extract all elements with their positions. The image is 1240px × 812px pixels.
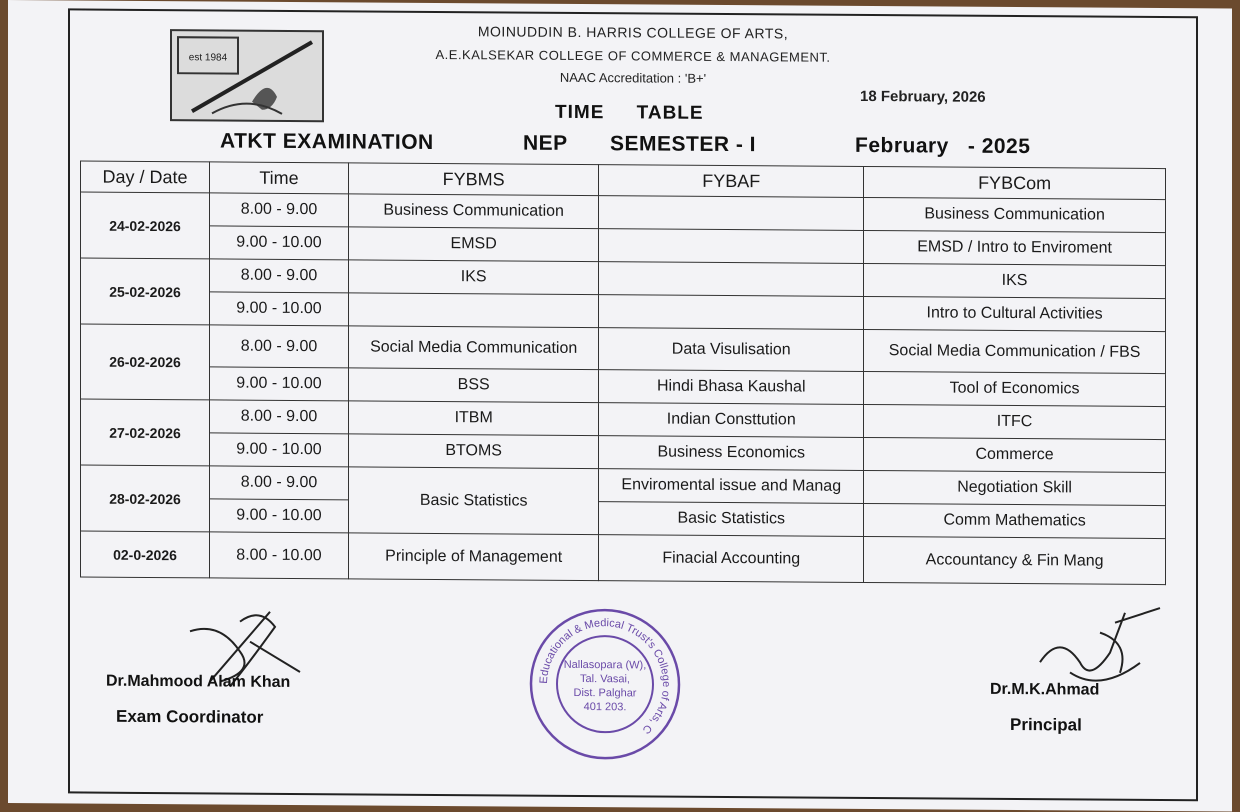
fybaf-cell: Business Economics <box>599 436 864 471</box>
scheme: NEP <box>523 131 568 155</box>
fybaf-cell: Indian Consttution <box>599 403 864 438</box>
fybcom-cell: Intro to Cultural Activities <box>864 296 1166 331</box>
fybaf-cell: Hindi Bhasa Kaushal <box>599 370 864 405</box>
date-cell: 24-02-2026 <box>81 192 210 259</box>
fybaf-cell: Data Visulisation <box>599 328 864 372</box>
coordinator-role: Exam Coordinator <box>116 706 264 727</box>
stamp-line2: Tal. Vasai, <box>580 672 630 686</box>
date-cell: 02-0-2026 <box>81 531 210 578</box>
fybaf-cell: Enviromental issue and Manag <box>599 469 864 504</box>
fybaf-cell <box>599 196 864 231</box>
date-cell: 27-02-2026 <box>81 399 210 466</box>
table-row <box>81 531 1166 585</box>
fybms-cell: Business Communication <box>349 194 599 229</box>
time-cell: 9.00 - 10.00 <box>210 226 349 260</box>
fybcom-cell: Negotiation Skill <box>864 470 1166 505</box>
col-header-time: Time <box>210 162 349 194</box>
fybms-cell: ITBM <box>349 401 599 436</box>
col-header-day: Day / Date <box>81 161 210 193</box>
fybaf-cell <box>599 295 864 330</box>
fybms-cell: BSS <box>349 368 599 403</box>
exam-session: February - 2025 <box>855 133 1031 159</box>
fybcom-cell: Social Media Communication / FBS <box>864 329 1166 373</box>
date-cell: 28-02-2026 <box>81 465 210 532</box>
fybcom-cell: Business Communication <box>864 197 1166 232</box>
fybms-cell: BTOMS <box>349 434 599 469</box>
time-cell: 8.00 - 9.00 <box>210 466 349 500</box>
document-frame <box>68 8 1198 801</box>
college-name-line2: A.E.KALSEKAR COLLEGE OF COMMERCE & MANAGEMENT. <box>435 46 831 65</box>
stamp-seal-icon <box>525 604 685 765</box>
principal-signature-icon <box>1030 602 1170 693</box>
table-row <box>81 324 1166 374</box>
issue-date: 18 February, 2026 <box>860 87 986 106</box>
timetable-sheet <box>8 0 1232 812</box>
fybms-cell: Principle of Management <box>349 533 599 581</box>
stamp-line1: Nallasopara (W), <box>563 658 647 672</box>
fybms-cell: IKS <box>349 260 599 295</box>
fybcom-cell: EMSD / Intro to Enviroment <box>864 230 1166 265</box>
col-header-fybms: FYBMS <box>349 163 599 196</box>
fybms-cell: EMSD <box>349 227 599 262</box>
college-name-line1: MOINUDDIN B. HARRIS COLLEGE OF ARTS, <box>477 23 789 42</box>
stamp-ring-text: Educational & Medical Trust's College of Arts, C <box>537 617 673 736</box>
coordinator-name: Dr.Mahmood Alam Khan <box>106 672 291 691</box>
stamp-line4: 401 203. <box>583 701 627 714</box>
fybaf-cell <box>599 229 864 264</box>
fybms-cell: Social Media Communication <box>349 326 599 370</box>
fybcom-cell: IKS <box>864 263 1166 298</box>
col-header-fybaf: FYBAF <box>599 165 864 198</box>
exam-name: ATKT EXAMINATION <box>220 129 434 154</box>
time-cell: 8.00 - 9.00 <box>210 325 349 368</box>
fybms-cell: Basic Statistics <box>349 467 599 535</box>
time-cell: 9.00 - 10.00 <box>210 367 349 401</box>
doc-title: TIME TABLE <box>555 101 704 124</box>
fybcom-cell: ITFC <box>864 404 1166 439</box>
fybms-cell <box>349 293 599 328</box>
fybaf-cell: Basic Statistics <box>599 502 864 537</box>
fybcom-cell: Comm Mathematics <box>864 503 1166 538</box>
time-cell: 9.00 - 10.00 <box>210 292 349 326</box>
time-cell: 8.00 - 9.00 <box>210 400 349 434</box>
semester: SEMESTER - I <box>610 132 757 157</box>
principal-role: Principal <box>1010 714 1082 735</box>
time-cell: 9.00 - 10.00 <box>210 433 349 467</box>
date-cell: 26-02-2026 <box>81 324 210 400</box>
col-header-fybcom: FYBCom <box>864 166 1166 199</box>
fybcom-cell: Commerce <box>864 437 1166 472</box>
time-cell: 8.00 - 9.00 <box>210 259 349 293</box>
fybcom-cell: Tool of Economics <box>864 371 1166 406</box>
time-cell: 8.00 - 9.00 <box>210 193 349 227</box>
logo-text: est 1984 <box>188 52 228 64</box>
fybcom-cell: Accountancy & Fin Mang <box>864 536 1166 584</box>
fybaf-cell: Finacial Accounting <box>599 535 864 583</box>
accreditation: NAAC Accreditation : 'B+' <box>559 69 707 86</box>
principal-name: Dr.M.K.Ahmad <box>990 680 1100 699</box>
fybaf-cell <box>599 262 864 297</box>
stamp-line3: Dist. Palghar <box>573 686 637 700</box>
college-stamp <box>525 604 685 765</box>
time-cell: 9.00 - 10.00 <box>210 499 349 533</box>
timetable <box>80 161 1166 586</box>
date-cell: 25-02-2026 <box>81 258 210 325</box>
time-cell: 8.00 - 10.00 <box>210 532 349 579</box>
